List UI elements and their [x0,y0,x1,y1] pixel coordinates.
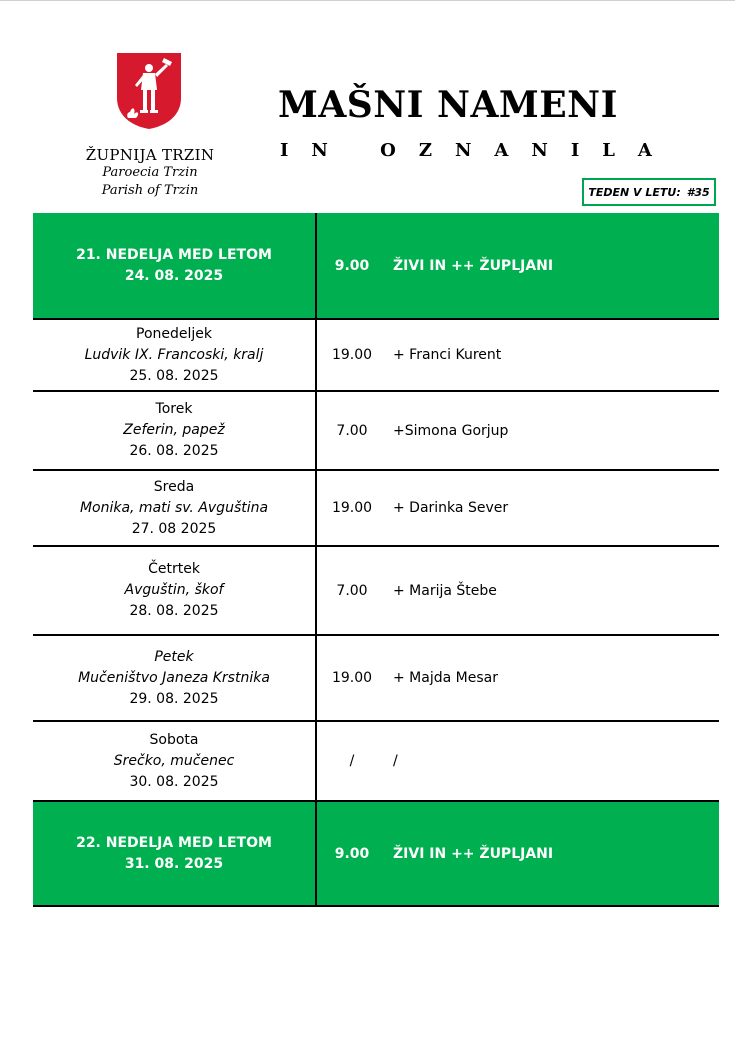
page-title: MAŠNI NAMENI [278,84,618,126]
row-date: 28. 08. 2025 [129,603,219,619]
day-name: Sreda [153,478,195,495]
day-name: Četrtek [148,561,200,577]
day-cell [33,213,315,318]
week-of-year-badge [582,178,716,206]
day-cell [33,320,315,390]
day-name: Sobota [149,731,199,748]
sunday-date: 31. 08. 2025 [124,855,224,872]
row-date: 25. 08. 2025 [129,367,219,384]
table-row [33,547,719,636]
sunday-date: 24. 08. 2025 [124,267,224,284]
day-name: Petek [154,648,194,665]
mass-intention: / [393,753,398,769]
mass-intention: + Franci Kurent [393,347,502,363]
mass-time: 7.00 [315,547,387,634]
table-row [33,471,719,547]
sunday-title: 21. NEDELJA MED LETOM [76,246,272,263]
week-label: TEDEN V LETU: [588,185,681,199]
day-cell [33,722,315,800]
table-row [33,320,719,392]
saint-name: Monika, mati sv. Avguština [79,499,269,516]
saint-name: Zeferin, papež [123,422,225,438]
mass-time: 9.00 [315,802,387,905]
week-number: #35 [686,185,710,199]
mass-intention: + Marija Štebe [393,582,497,599]
sunday-title: 22. NEDELJA MED LETOM [76,834,272,851]
mass-time: 19.00 [315,471,387,545]
table-row-sunday [33,802,719,907]
day-cell [33,802,315,905]
row-date: 29. 08. 2025 [129,690,219,707]
day-cell [33,471,315,545]
saint-name: Srečko, mučenec [113,752,235,769]
day-cell [33,547,315,634]
mass-time: 7.00 [315,392,387,469]
table-row [33,722,719,802]
parish-name-block [60,146,240,200]
table-row-sunday [33,213,719,320]
parish-name-latin: Paroecia Trzin [102,165,198,180]
mass-intention: +Simona Gorjup [393,422,509,439]
parish-name: ŽUPNIJA TRZIN [85,146,215,164]
row-date: 30. 08. 2025 [129,773,219,790]
day-name: Ponedeljek [136,325,212,342]
day-cell [33,392,315,469]
mass-time: 19.00 [315,320,387,390]
parish-name-english: Parish of Trzin [101,183,199,198]
page-subtitle: IN OZNANILA [280,140,675,161]
table-row [33,392,719,471]
saint-name: Mučeništvo Janeza Krstnika [78,669,270,686]
mass-schedule-table [33,213,719,907]
mass-intention: ŽIVI IN ++ ŽUPLJANI [393,845,554,862]
mass-time: 9.00 [315,213,387,318]
saint-name: Avguštin, škof [124,582,224,598]
parish-crest-logo [116,52,182,130]
day-name: Torek [155,401,193,417]
mass-time: / [315,722,387,800]
mass-intention: + Darinka Sever [393,500,509,516]
page-top-border [0,0,735,1]
mass-intention: + Majda Mesar [393,670,498,686]
table-row [33,636,719,722]
row-date: 27. 08 2025 [131,520,217,537]
mass-time: 19.00 [315,636,387,720]
mass-intention: ŽIVI IN ++ ŽUPLJANI [393,257,554,274]
day-cell [33,636,315,720]
row-date: 26. 08. 2025 [129,443,219,459]
saint-name: Ludvik IX. Francoski, kralj [84,346,264,363]
